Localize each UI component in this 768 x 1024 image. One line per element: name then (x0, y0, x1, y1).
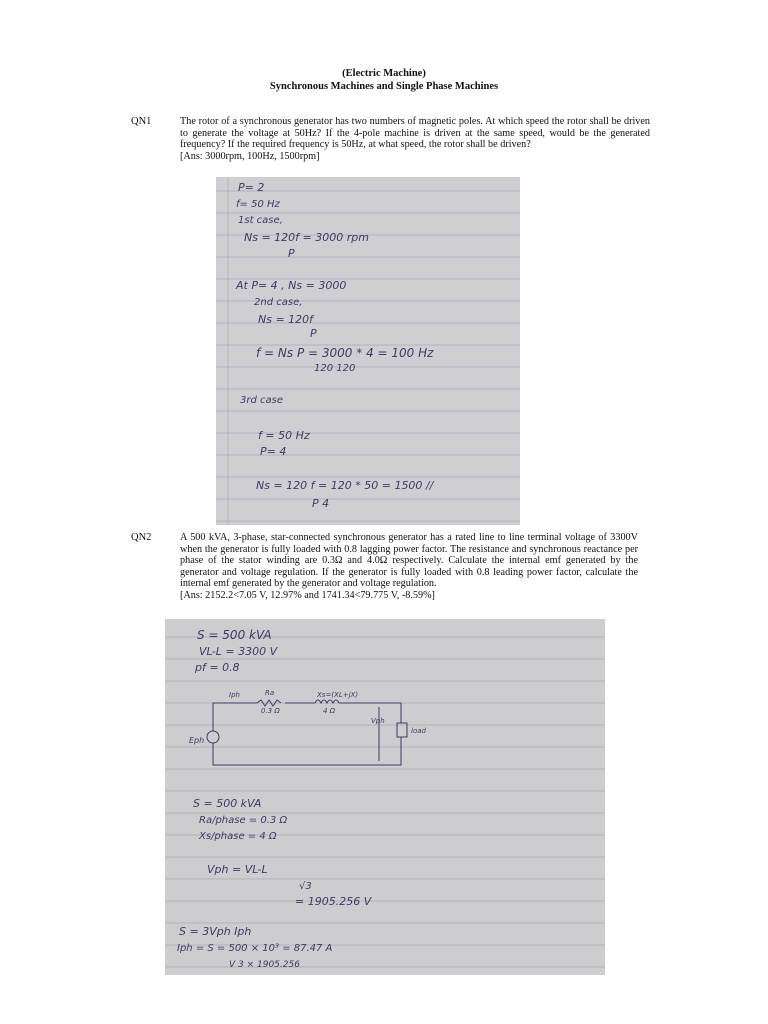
hw1-l10: f = Ns P = 3000 * 4 = 100 Hz (256, 346, 434, 360)
hw2-c4: 0.3 Ω (261, 707, 280, 715)
hw1-l5: P (288, 247, 295, 260)
hw2-l10: S = 3Vph Iph (179, 925, 252, 938)
hw1-l12: 3rd case (240, 395, 283, 406)
hw2-c8: Eph (189, 736, 205, 745)
hw2-l7: Vph = VL-L (207, 863, 268, 876)
hw2-l5: Ra/phase = 0.3 Ω (199, 815, 288, 826)
hw1-l13: f = 50 Hz (258, 429, 310, 442)
question-1-text (180, 116, 650, 162)
hw1-l9: P (310, 327, 317, 340)
question-2-label: QN2 (131, 532, 152, 543)
hw2-c1: Iph (229, 691, 240, 699)
hw1-l15: Ns = 120 f = 120 * 50 = 1500 // (256, 479, 434, 492)
question-1-answer: [Ans: 3000rpm, 100Hz, 1500rpm] (180, 150, 320, 162)
question-2-body: A 500 kVA, 3-phase, star-connected synchronous generator has a rated line to line terminal voltage of 3300V when the generator is fully loaded with 0.8 lagging power factor. The resistance and synchronous reactance per phase of the stator winding are 0.3Ω and 4.0Ω respectively. Calculate the internal emf generated by the generator and voltage regulation. If the generator is fully loaded with 0.8 leading power factor, calculate the internal emf generated by the generator and voltage regulation. (180, 532, 638, 590)
hw2-l3: pf = 0.8 (195, 661, 240, 674)
hw2-l9: = 1905.256 V (295, 895, 372, 908)
question-2-answer: [Ans: 2152.2<7.05 V, 12.97% and 1741.34<79.775 V, -8.59%] (180, 589, 435, 601)
hw2-c7: load (411, 727, 426, 735)
hw1-l1: P= 2 (238, 181, 265, 194)
hw2-l2: VL-L = 3300 V (199, 645, 278, 658)
hw1-l6: At P= 4 , Ns = 3000 (236, 279, 347, 292)
hw2-c6: Vph (371, 717, 385, 725)
hw1-l8: Ns = 120f (258, 313, 314, 326)
hw2-l4: S = 500 kVA (193, 797, 262, 810)
handwritten-solution-1 (216, 177, 520, 525)
hw2-l12: V 3 × 1905.256 (229, 960, 300, 970)
hw1-l2: f= 50 Hz (236, 199, 280, 210)
hw2-c2: Ra (265, 689, 275, 697)
handwritten-solution-2 (165, 619, 605, 975)
hw1-l16: P 4 (312, 497, 330, 510)
question-1-body: The rotor of a synchronous generator has two numbers of magnetic poles. At which speed the rotor shall be driven to generate the voltage at 50Hz? If the 4-pole machine is driven at the same speed, would be the generated frequency? If the required frequency is 50Hz, at what speed, the rotor shall be driven? (180, 116, 650, 151)
hw1-l4: Ns = 120f = 3000 rpm (244, 231, 369, 244)
hw1-l7: 2nd case, (254, 297, 303, 308)
question-2-text (180, 532, 638, 602)
hw2-c3: Xs=(XL+jX) (317, 691, 359, 699)
hw2-l11: Iph = S = 500 × 10³ = 87.47 A (177, 943, 333, 954)
hw1-l11: 120 120 (314, 363, 356, 374)
hw2-l8: √3 (299, 881, 312, 892)
circuit-diagram (207, 700, 407, 765)
hw2-l1: S = 500 kVA (197, 628, 272, 642)
hw1-l3: 1st case, (238, 215, 283, 226)
hw2-c5: 4 Ω (323, 707, 336, 715)
document-subtitle: Synchronous Machines and Single Phase Machines (269, 81, 499, 92)
question-1-label: QN1 (131, 116, 152, 127)
hw1-l14: P= 4 (260, 445, 287, 458)
document-title: (Electric Machine) (342, 68, 426, 79)
hw2-l6: Xs/phase = 4 Ω (199, 831, 277, 842)
